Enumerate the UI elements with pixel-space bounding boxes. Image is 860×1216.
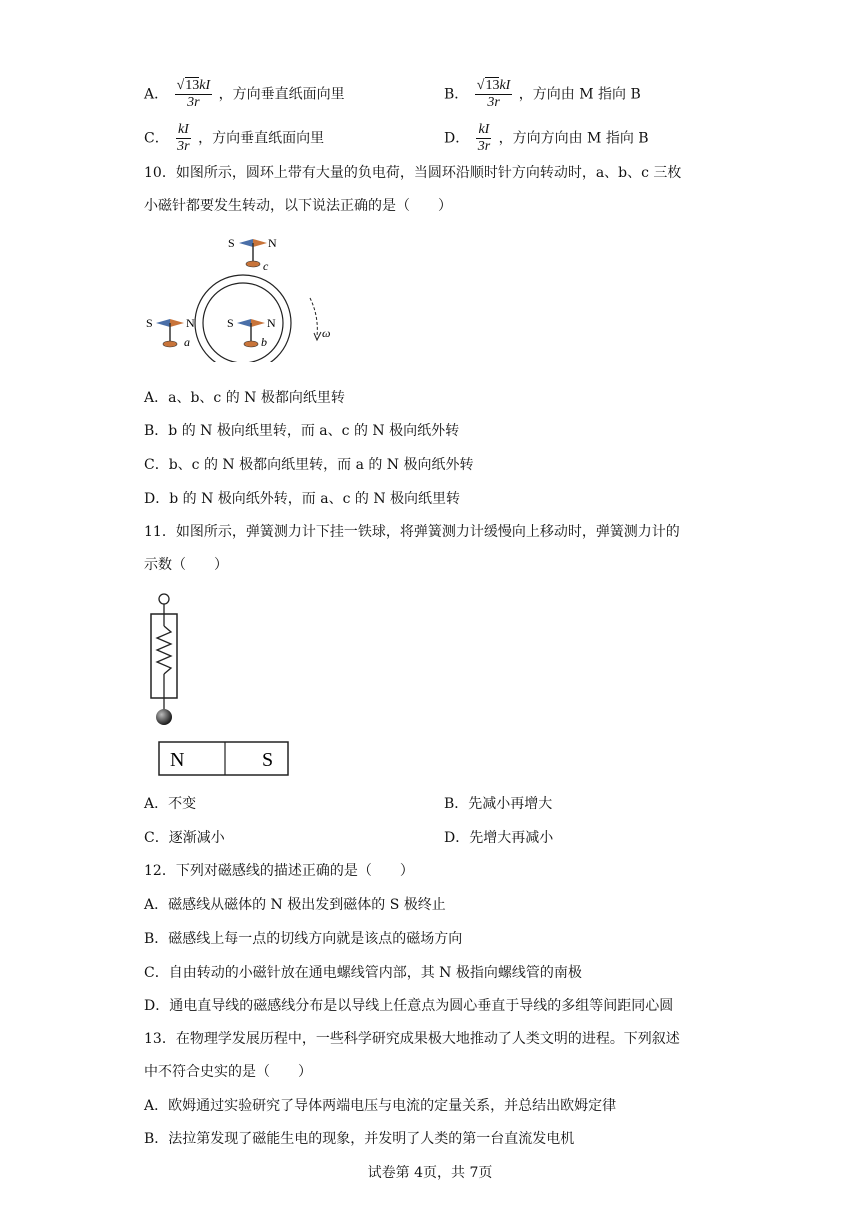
q11-option-b: B．先减小再增大: [444, 796, 553, 812]
q11-option-c: C．逐渐减小: [144, 830, 225, 846]
q10-option-a: A．a、b、c 的 N 极都向纸里转: [144, 390, 345, 406]
q11-option-d: D．先增大再减小: [444, 830, 554, 846]
fraction: $\frac{√13kI}{3r}$: [176, 78, 211, 110]
svg-text:N: N: [268, 236, 277, 250]
rotation-arrow: [310, 298, 317, 336]
q9-option-d: D． $\frac{kI}{3r}$ ，方向方向由 M 指向 B: [444, 122, 649, 154]
q12-option-d: D．通电直导线的磁感线分布是以导线上任意点为圆心垂直于导线的多组等间距同心圆: [144, 998, 674, 1014]
q11-option-a: A．不变: [144, 796, 197, 812]
compass-needle-a: [146, 316, 195, 349]
page-footer: 试卷第 4页，共 7页: [367, 1165, 493, 1181]
q12-option-a: A．磁感线从磁体的 N 极出发到磁体的 S 极终止: [144, 897, 446, 913]
q13-stem-line2: 中不符合史实的是（ ）: [144, 1064, 312, 1080]
svg-text:b: b: [261, 335, 267, 349]
outer-ring: [195, 275, 291, 362]
q10-option-d: D．b 的 N 极向纸外转，而 a、c 的 N 极向纸里转: [144, 491, 461, 507]
q9-option-a: A． $\frac{√13kI}{3r}$ ，方向垂直纸面向里: [144, 78, 345, 110]
compass-needle-b: [227, 316, 276, 349]
q9-option-c: C． $\frac{kI}{3r}$ ，方向垂直纸面向里: [144, 122, 325, 154]
svg-text:N: N: [267, 316, 276, 330]
svg-text:S: S: [227, 316, 234, 330]
q12-option-b: B．磁感线上每一点的切线方向就是该点的磁场方向: [144, 931, 463, 947]
fraction: $\frac{kI}{3r}$: [477, 122, 491, 154]
q10-option-b: B．b 的 N 极向纸里转，而 a、c 的 N 极向纸外转: [144, 423, 460, 439]
svg-text:c: c: [263, 259, 269, 273]
q9-option-b: B． $\frac{√13kI}{3r}$ ，方向由 M 指向 B: [444, 78, 641, 110]
q12-stem: 12．下列对磁感线的描述正确的是（ ）: [144, 863, 414, 879]
svg-text:S: S: [228, 236, 235, 250]
omega-label: ω: [322, 326, 331, 340]
fraction: $\frac{√13kI}{3r}$: [476, 78, 511, 110]
hook-ring: [159, 594, 169, 604]
svg-text:S: S: [146, 316, 153, 330]
q11-stem-line2: 示数（ ）: [144, 557, 228, 573]
svg-text:a: a: [184, 335, 190, 349]
q10-option-c: C．b、c 的 N 极都向纸里转，而 a 的 N 极向纸外转: [144, 457, 474, 473]
svg-text:N: N: [186, 316, 195, 330]
fraction: $\frac{kI}{3r}$: [177, 122, 190, 154]
magnet-n-label: N: [170, 749, 185, 771]
compass-needle-c: [228, 236, 277, 273]
magnet-s-label: S: [262, 749, 274, 771]
q11-stem-line1: 11．如图所示，弹簧测力计下挂一铁球，将弹簧测力计缓慢向上移动时，弹簧测力计的: [144, 524, 680, 540]
q13-option-b: B．法拉第发现了磁能生电的现象，并发明了人类的第一台直流发电机: [144, 1131, 575, 1147]
q10-stem-line1: 10．如图所示，圆环上带有大量的负电荷，当圆环沿顺时针方向转动时，a、b、c 三枚: [144, 165, 682, 181]
spring-scale-figure: [140, 588, 300, 780]
q13-option-a: A．欧姆通过实验研究了导体两端电压与电流的定量关系，并总结出欧姆定律: [144, 1098, 617, 1114]
q10-stem-line2: 小磁针都要发生转动，以下说法正确的是（ ）: [144, 198, 452, 214]
iron-ball: [156, 709, 172, 725]
q13-stem-line1: 13．在物理学发展历程中，一些科学研究成果极大地推动了人类文明的进程。下列叙述: [144, 1031, 680, 1047]
ring-magnet-figure: [140, 232, 350, 362]
q12-option-c: C．自由转动的小磁针放在通电螺线管内部，其 N 极指向螺线管的南极: [144, 965, 582, 981]
